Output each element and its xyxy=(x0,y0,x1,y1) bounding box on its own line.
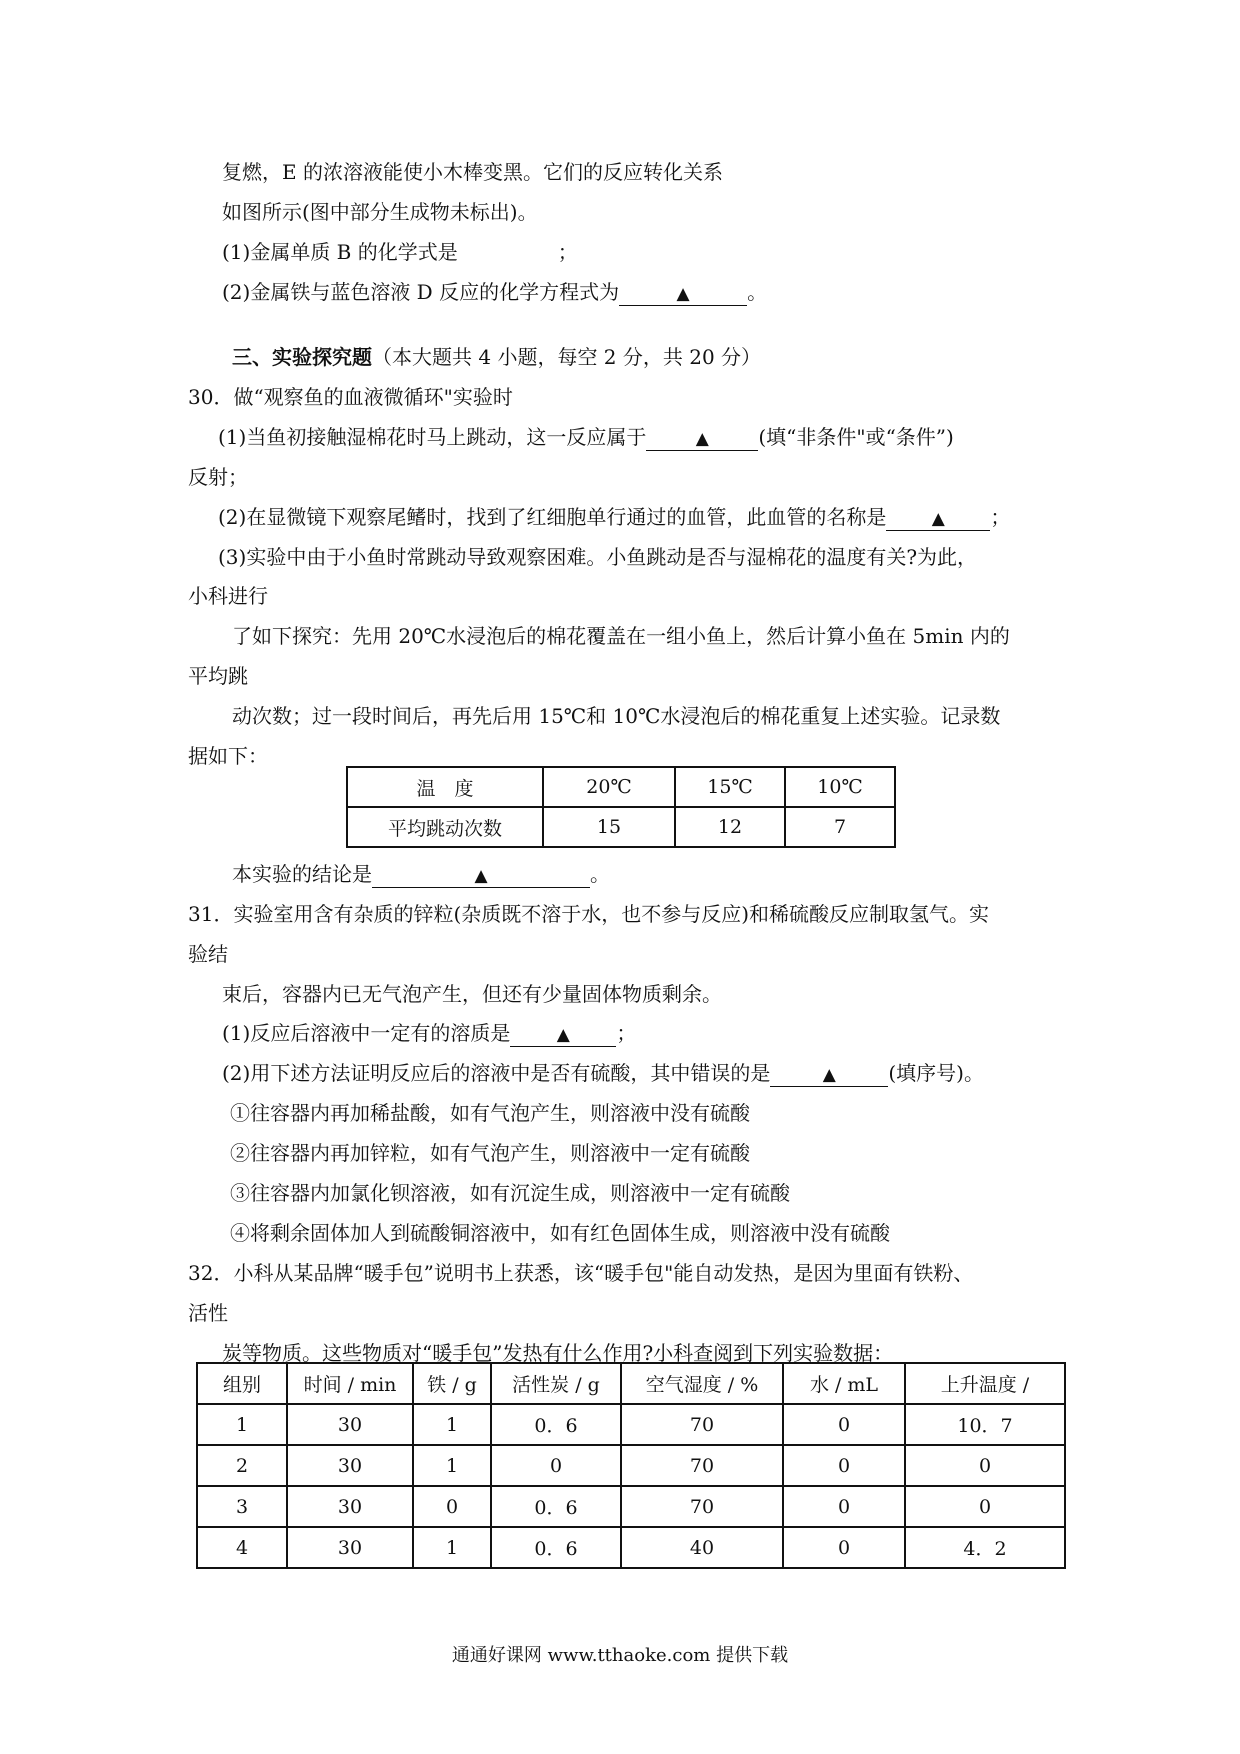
table-header-row xyxy=(197,1363,1065,1404)
answer-blank[interactable] xyxy=(619,281,747,306)
question-31-line-2: 验结 xyxy=(188,942,228,966)
question-30-part-1 xyxy=(218,425,954,451)
question-text: (2)用下述方法证明反应后的溶液中是否有硫酸，其中错误的是 xyxy=(222,1061,771,1085)
table-cell: 12 xyxy=(675,807,785,847)
answer-blank[interactable] xyxy=(510,1022,616,1047)
question-31-line-3: 束后，容器内已无气泡产生，但还有少量固体物质剩余。 xyxy=(222,982,722,1006)
table-cell: 3 xyxy=(197,1486,287,1527)
table-cell: 0 xyxy=(413,1486,491,1527)
answer-blank[interactable] xyxy=(646,426,758,451)
blank-mark-icon: ▲ xyxy=(474,866,488,886)
question-30-part-3-line-2: 小科进行 xyxy=(188,584,268,608)
question-30-part-3-line-3: 了如下探究：先用 20℃水浸泡后的棉花覆盖在一组小鱼上，然后计算小鱼在 5min 内的 xyxy=(232,624,1010,648)
question-end: ； xyxy=(990,505,1011,529)
table-row xyxy=(197,1527,1065,1568)
table-cell: 4 xyxy=(197,1527,287,1568)
question-32-line-2: 活性 xyxy=(188,1301,228,1325)
table-cell: 30 xyxy=(287,1445,413,1486)
blank-mark-icon: ▲ xyxy=(556,1025,570,1045)
section-title: 三、实验探究题 xyxy=(232,345,372,369)
answer-blank[interactable] xyxy=(770,1062,888,1087)
intro-line-2: 如图所示(图中部分生成物未标出)。 xyxy=(222,200,538,224)
blank-mark-icon: ▲ xyxy=(822,1065,836,1085)
question-text: (2)金属铁与蓝色溶液 D 反应的化学方程式为 xyxy=(222,280,620,304)
table-cell: 0 xyxy=(783,1404,905,1445)
table-cell: 2 xyxy=(197,1445,287,1486)
table-cell: 10℃ xyxy=(785,767,895,807)
table-cell: 0．6 xyxy=(491,1404,621,1445)
answer-blank[interactable] xyxy=(886,506,990,531)
section-heading xyxy=(232,345,761,369)
question-tail: (填序号)。 xyxy=(888,1061,984,1085)
table-header-cell: 时间 / min xyxy=(287,1363,413,1404)
question-30-part-3-line-6: 据如下： xyxy=(188,744,268,768)
table-header-cell: 水 / mL xyxy=(783,1363,905,1404)
question-tail: (填“非条件"或“条件”) xyxy=(758,425,954,449)
table-cell: 平均跳动次数 xyxy=(347,807,543,847)
table-header-cell: 活性炭 / g xyxy=(491,1363,621,1404)
table-cell: 0 xyxy=(491,1445,621,1486)
table-header-cell: 铁 / g xyxy=(413,1363,491,1404)
table-cell: 15℃ xyxy=(675,767,785,807)
table-cell: 0 xyxy=(783,1527,905,1568)
table-cell: 30 xyxy=(287,1486,413,1527)
question-end: ； xyxy=(616,1021,637,1045)
intro-line-1: 复燃，E 的浓溶液能使小木棒变黑。它们的反应转化关系 xyxy=(222,160,723,184)
question-30-part-1-line-2: 反射； xyxy=(188,465,248,489)
question-31-part-2 xyxy=(222,1061,984,1087)
table-cell: 20℃ xyxy=(543,767,675,807)
question-30-title: 30．做“观察鱼的血液微循环"实验时 xyxy=(188,385,513,409)
table-cell: 0．6 xyxy=(491,1527,621,1568)
table-cell: 0 xyxy=(783,1486,905,1527)
question-31-line-1: 31．实验室用含有杂质的锌粒(杂质既不溶于水，也不参与反应)和稀硫酸反应制取氢气。实 xyxy=(188,902,990,926)
question-end: 。 xyxy=(590,862,610,886)
question-text: (1)当鱼初接触湿棉花时马上跳动，这一反应属于 xyxy=(218,425,647,449)
temperature-table xyxy=(346,766,896,848)
page-footer: 通通好课网 www.tthaoke.com 提供下载 xyxy=(451,1645,789,1666)
question-29-part-1 xyxy=(222,240,578,264)
table-cell: 温 度 xyxy=(347,767,543,807)
table-cell: 15 xyxy=(543,807,675,847)
table-row xyxy=(197,1404,1065,1445)
question-30-part-3-line-4: 平均跳 xyxy=(188,664,248,688)
question-32-line-1: 32．小科从某品牌“暖手包”说明书上获悉，该“暖手包"能自动发热，是因为里面有铁粉、 xyxy=(188,1261,974,1285)
option-item: ④将剩余固体加人到硫酸铜溶液中，如有红色固体生成，则溶液中没有硫酸 xyxy=(230,1221,890,1245)
table-header-cell: 组别 xyxy=(197,1363,287,1404)
table-cell: 1 xyxy=(197,1404,287,1445)
question-30-part-3-line-5: 动次数；过一段时间后，再先后用 15℃和 10℃水浸泡后的棉花重复上述实验。记录数 xyxy=(232,704,1001,728)
question-text: (1)反应后溶液中一定有的溶质是 xyxy=(222,1021,511,1045)
table-cell: 30 xyxy=(287,1527,413,1568)
table-row xyxy=(347,807,895,847)
question-30-part-2 xyxy=(218,505,1010,531)
table-cell: 1 xyxy=(413,1404,491,1445)
question-end: 。 xyxy=(747,280,768,304)
table-cell: 4．2 xyxy=(905,1527,1065,1568)
table-cell: 70 xyxy=(621,1404,783,1445)
table-cell: 0 xyxy=(905,1445,1065,1486)
table-cell: 70 xyxy=(621,1486,783,1527)
question-30-part-3-line-1: (3)实验中由于小鱼时常跳动导致观察困难。小鱼跳动是否与湿棉花的温度有关?为此， xyxy=(218,545,978,569)
blank-mark-icon: ▲ xyxy=(931,509,945,529)
table-cell: 40 xyxy=(621,1527,783,1568)
table-cell: 0．6 xyxy=(491,1486,621,1527)
question-30-conclusion xyxy=(232,862,610,888)
answer-blank[interactable] xyxy=(372,863,590,888)
table-cell: 70 xyxy=(621,1445,783,1486)
question-29-part-2 xyxy=(222,280,767,306)
option-item: ①往容器内再加稀盐酸，如有气泡产生，则溶液中没有硫酸 xyxy=(230,1101,750,1125)
question-text: (2)在显微镜下观察尾鳍时，找到了红细胞单行通过的血管，此血管的名称是 xyxy=(218,505,887,529)
table-row xyxy=(347,767,895,807)
table-header-cell: 上升温度 / xyxy=(905,1363,1065,1404)
question-end: ； xyxy=(557,240,578,264)
table-cell: 7 xyxy=(785,807,895,847)
blank-mark-icon: ▲ xyxy=(695,429,709,449)
section-note: （本大题共 4 小题，每空 2 分，共 20 分） xyxy=(372,345,762,369)
question-31-part-1 xyxy=(222,1021,636,1047)
option-item: ②往容器内再加锌粒，如有气泡产生，则溶液中一定有硫酸 xyxy=(230,1141,750,1165)
question-text: (1)金属单质 B 的化学式是 xyxy=(222,240,458,264)
table-cell: 10．7 xyxy=(905,1404,1065,1445)
table-row xyxy=(197,1486,1065,1527)
table-cell: 0 xyxy=(783,1445,905,1486)
blank-mark-icon: ▲ xyxy=(676,284,690,304)
table-row xyxy=(197,1445,1065,1486)
question-text: 本实验的结论是 xyxy=(232,862,372,886)
hand-warmer-table xyxy=(196,1362,1066,1569)
table-cell: 30 xyxy=(287,1404,413,1445)
table-header-cell: 空气湿度 / % xyxy=(621,1363,783,1404)
table-cell: 1 xyxy=(413,1445,491,1486)
option-item: ③往容器内加氯化钡溶液，如有沉淀生成，则溶液中一定有硫酸 xyxy=(230,1181,790,1205)
question-32-line-3: 炭等物质。这些物质对“暖手包”发热有什么作用?小科查阅到下列实验数据： xyxy=(222,1341,894,1365)
table-cell: 1 xyxy=(413,1527,491,1568)
table-cell: 0 xyxy=(905,1486,1065,1527)
